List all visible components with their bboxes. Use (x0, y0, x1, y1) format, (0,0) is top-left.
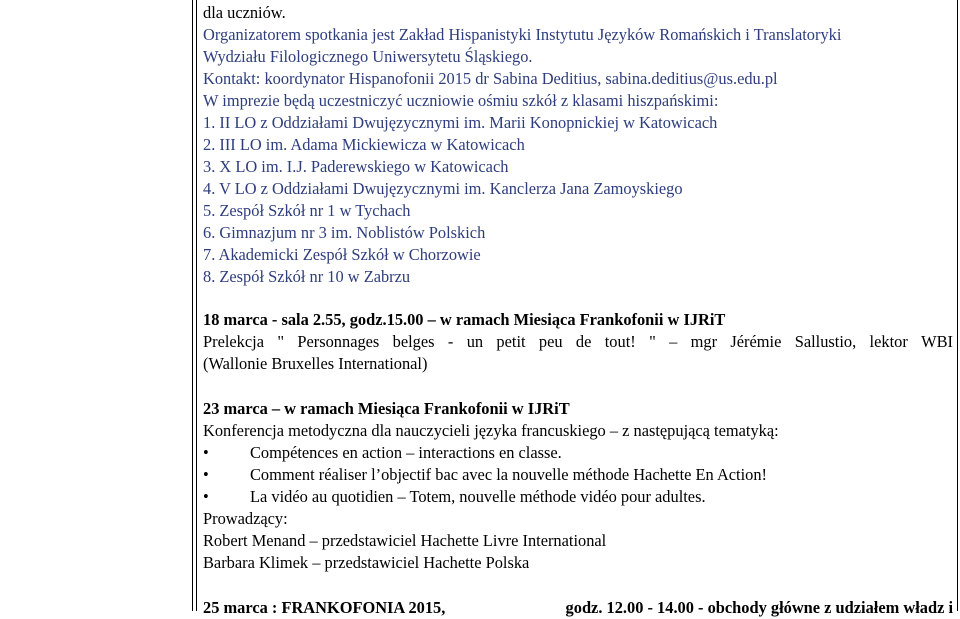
contact-line: Kontakt: koordynator Hispanofonii 2015 dr Sabina Deditius, sabina.deditius@us.edu.pl (203, 69, 778, 88)
event-18-line-2: (Wallonie Bruxelles International) (203, 354, 428, 373)
host-item: Barbara Klimek – przedstawiciel Hachette Polska (203, 553, 530, 572)
school-item: 4. V LO z Oddziałami Dwujęzycznymi im. Kanclerza Jana Zamoyskiego (203, 179, 683, 198)
event-18-line-1 (203, 331, 953, 353)
host-item: Robert Menand – przedstawiciel Hachette Livre International (203, 531, 607, 550)
schools-list (203, 112, 953, 288)
topic-item (203, 486, 953, 508)
schools-intro: W imprezie będą uczestniczyć uczniowie ośmiu szkół z klasami hiszpańskimi: (203, 91, 719, 110)
topic-item (203, 442, 953, 464)
organizer-line-1: Organizatorem spotkania jest Zakład Hispanistyki Instytutu Języków Romańskich i Translatoryki (203, 25, 842, 44)
school-item: 3. X LO im. I.J. Paderewskiego w Katowicach (203, 157, 509, 176)
school-item: 7. Akademicki Zespół Szkół w Chorzowie (203, 245, 481, 264)
bullet-icon: • (203, 487, 209, 506)
word: Jérémie (730, 332, 782, 351)
word: peu (538, 332, 563, 351)
hosts-label: Prowadzący: (203, 509, 288, 528)
word: tout! (604, 332, 636, 351)
event-25-date: 25 marca : FRANKOFONIA 2015, (203, 598, 446, 617)
event-25-line (203, 597, 953, 619)
topic-text: Compétences en action – interactions en classe. (250, 443, 562, 462)
bullet-icon: • (203, 465, 209, 484)
event-18-heading: 18 marca - sala 2.55, godz.15.00 – w ramach Miesiąca Frankofonii w IJRiT (203, 310, 726, 329)
word: Prelekcja (203, 332, 264, 351)
school-item: 1. II LO z Oddziałami Dwujęzycznymi im. Marii Konopnickiej w Katowicach (203, 113, 718, 132)
topic-text: La vidéo au quotidien – Totem, nouvelle méthode vidéo pour adultes. (250, 487, 706, 506)
word: Sallustio, (794, 332, 857, 351)
word: Personnages (297, 332, 380, 351)
word: " (277, 332, 285, 351)
word: - (447, 332, 454, 351)
topic-item (203, 464, 953, 486)
bullet-icon: • (203, 443, 209, 462)
school-item: 8. Zespół Szkół nr 10 w Zabrzu (203, 267, 411, 286)
school-item: 6. Gimnazjum nr 3 im. Noblistów Polskich (203, 223, 486, 242)
event-23-intro: Konferencja metodyczna dla nauczycieli języka francuskiego – z następującą tematyką: (203, 421, 779, 440)
word: un (466, 332, 484, 351)
word: – (669, 332, 678, 351)
word: " (649, 332, 656, 351)
word: lektor (869, 332, 908, 351)
word: de (575, 332, 592, 351)
table-border-left-outer (192, 0, 193, 611)
topic-text: Comment réaliser l’objectif bac avec la nouvelle méthode Hachette En Action! (250, 465, 768, 484)
document-body (203, 2, 953, 619)
word: belges (392, 332, 435, 351)
organizer-line-2: Wydziału Filologicznego Uniwersytetu Śląskiego. (203, 47, 533, 66)
intro-tail: dla uczniów. (203, 3, 286, 22)
word: mgr (690, 332, 718, 351)
word: WBI (921, 332, 953, 351)
event-23-heading: 23 marca – w ramach Miesiąca Frankofonii w IJRiT (203, 399, 570, 418)
event-25-details: godz. 12.00 - 14.00 - obchody główne z udziałem władz i (565, 598, 953, 617)
word: petit (496, 332, 526, 351)
school-item: 2. III LO im. Adama Mickiewicza w Katowicach (203, 135, 525, 154)
school-item: 5. Zespół Szkół nr 1 w Tychach (203, 201, 411, 220)
table-border-right (957, 0, 958, 611)
table-border-left-inner (196, 0, 197, 611)
